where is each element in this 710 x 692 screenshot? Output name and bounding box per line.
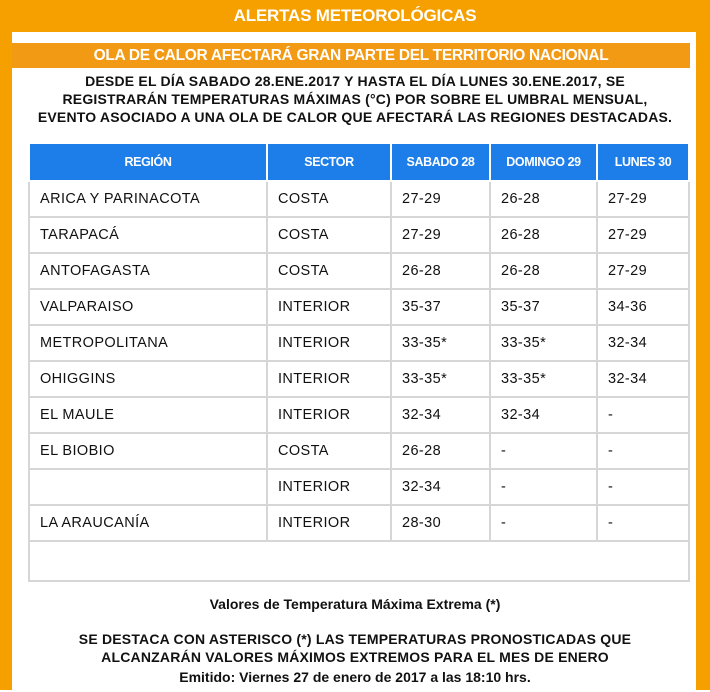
- cell-saturday: 35-37: [391, 289, 490, 325]
- alert-description-line: EVENTO ASOCIADO A UNA OLA DE CALOR QUE AFECTARÁ LAS REGIONES DESTACADAS.: [37, 109, 673, 125]
- cell-sector: COSTA: [267, 253, 391, 289]
- table-empty-row: [29, 541, 689, 581]
- cell-sector: COSTA: [267, 433, 391, 469]
- column-header-monday: LUNES 30: [597, 143, 689, 181]
- cell-region: TARAPACÁ: [29, 217, 267, 253]
- cell-sector: COSTA: [267, 217, 391, 253]
- cell-sunday: 32-34: [490, 397, 597, 433]
- cell-region: EL BIOBIO: [29, 433, 267, 469]
- cell-monday: 32-34: [597, 361, 689, 397]
- cell-saturday: 26-28: [391, 433, 490, 469]
- alert-description: [14, 72, 696, 126]
- table-row: [29, 325, 689, 361]
- cell-monday: 27-29: [597, 253, 689, 289]
- cell-sector: INTERIOR: [267, 469, 391, 505]
- cell-saturday: 33-35*: [391, 325, 490, 361]
- table-header-row: [29, 143, 689, 181]
- table-row: [29, 181, 689, 217]
- column-header-sector: SECTOR: [267, 143, 391, 181]
- alert-description-line: DESDE EL DÍA SABADO 28.ENE.2017 Y HASTA EL DÍA LUNES 30.ENE.2017, SE: [85, 73, 625, 89]
- table-row: [29, 505, 689, 541]
- cell-region: LA ARAUCANÍA: [29, 505, 267, 541]
- table-row: [29, 289, 689, 325]
- cell-sunday: 26-28: [490, 181, 597, 217]
- cell-sector: INTERIOR: [267, 325, 391, 361]
- cell-region: ANTOFAGASTA: [29, 253, 267, 289]
- cell-region: EL MAULE: [29, 397, 267, 433]
- cell-monday: -: [597, 505, 689, 541]
- cell-monday: 27-29: [597, 181, 689, 217]
- cell-saturday: 26-28: [391, 253, 490, 289]
- note-line: SE DESTACA CON ASTERISCO (*) LAS TEMPERATURAS PRONOSTICADAS QUE: [78, 631, 632, 647]
- cell-saturday: 28-30: [391, 505, 490, 541]
- cell-sunday: -: [490, 433, 597, 469]
- cell-sector: INTERIOR: [267, 397, 391, 433]
- cell-monday: -: [597, 469, 689, 505]
- cell-sunday: -: [490, 469, 597, 505]
- cell-monday: 34-36: [597, 289, 689, 325]
- cell-sunday: 26-28: [490, 253, 597, 289]
- cell-saturday: 27-29: [391, 217, 490, 253]
- cell-monday: -: [597, 433, 689, 469]
- cell-sector: INTERIOR: [267, 289, 391, 325]
- table-row: [29, 433, 689, 469]
- cell-region: ARICA Y PARINACOTA: [29, 181, 267, 217]
- alert-banner: OLA DE CALOR AFECTARÁ GRAN PARTE DEL TERRITORIO NACIONAL: [12, 43, 690, 68]
- empty-cell: [29, 541, 689, 581]
- cell-sector: COSTA: [267, 181, 391, 217]
- table-row: [29, 397, 689, 433]
- cell-sunday: 35-37: [490, 289, 597, 325]
- cell-region: OHIGGINS: [29, 361, 267, 397]
- page-title: ALERTAS METEOROLÓGICAS: [233, 6, 477, 25]
- cell-sunday: 33-35*: [490, 325, 597, 361]
- extreme-values-note-title: Valores de Temperatura Máxima Extrema (*): [209, 596, 501, 612]
- cell-saturday: 32-34: [391, 469, 490, 505]
- table-row: [29, 217, 689, 253]
- cell-monday: 32-34: [597, 325, 689, 361]
- column-header-region: REGIÓN: [29, 143, 267, 181]
- column-header-sunday: DOMINGO 29: [490, 143, 597, 181]
- table-row: [29, 253, 689, 289]
- emission-timestamp: Emitido: Viernes 27 de enero de 2017 a las 18:10 hrs.: [179, 669, 531, 685]
- column-header-saturday: SABADO 28: [391, 143, 490, 181]
- temperature-table: [28, 142, 690, 582]
- cell-monday: -: [597, 397, 689, 433]
- cell-sector: INTERIOR: [267, 361, 391, 397]
- cell-region: METROPOLITANA: [29, 325, 267, 361]
- cell-region: [29, 469, 267, 505]
- cell-sector: INTERIOR: [267, 505, 391, 541]
- cell-saturday: 32-34: [391, 397, 490, 433]
- cell-saturday: 27-29: [391, 181, 490, 217]
- cell-saturday: 33-35*: [391, 361, 490, 397]
- table-row: [29, 469, 689, 505]
- cell-sunday: 26-28: [490, 217, 597, 253]
- cell-sunday: 33-35*: [490, 361, 597, 397]
- note-line: ALCANZARÁN VALORES MÁXIMOS EXTREMOS PARA EL MES DE ENERO: [101, 649, 609, 665]
- extreme-values-note: [0, 630, 710, 666]
- alert-description-line: REGISTRARÁN TEMPERATURAS MÁXIMAS (°C) POR SOBRE EL UMBRAL MENSUAL,: [62, 91, 648, 107]
- table-row: [29, 361, 689, 397]
- cell-sunday: -: [490, 505, 597, 541]
- cell-region: VALPARAISO: [29, 289, 267, 325]
- cell-monday: 27-29: [597, 217, 689, 253]
